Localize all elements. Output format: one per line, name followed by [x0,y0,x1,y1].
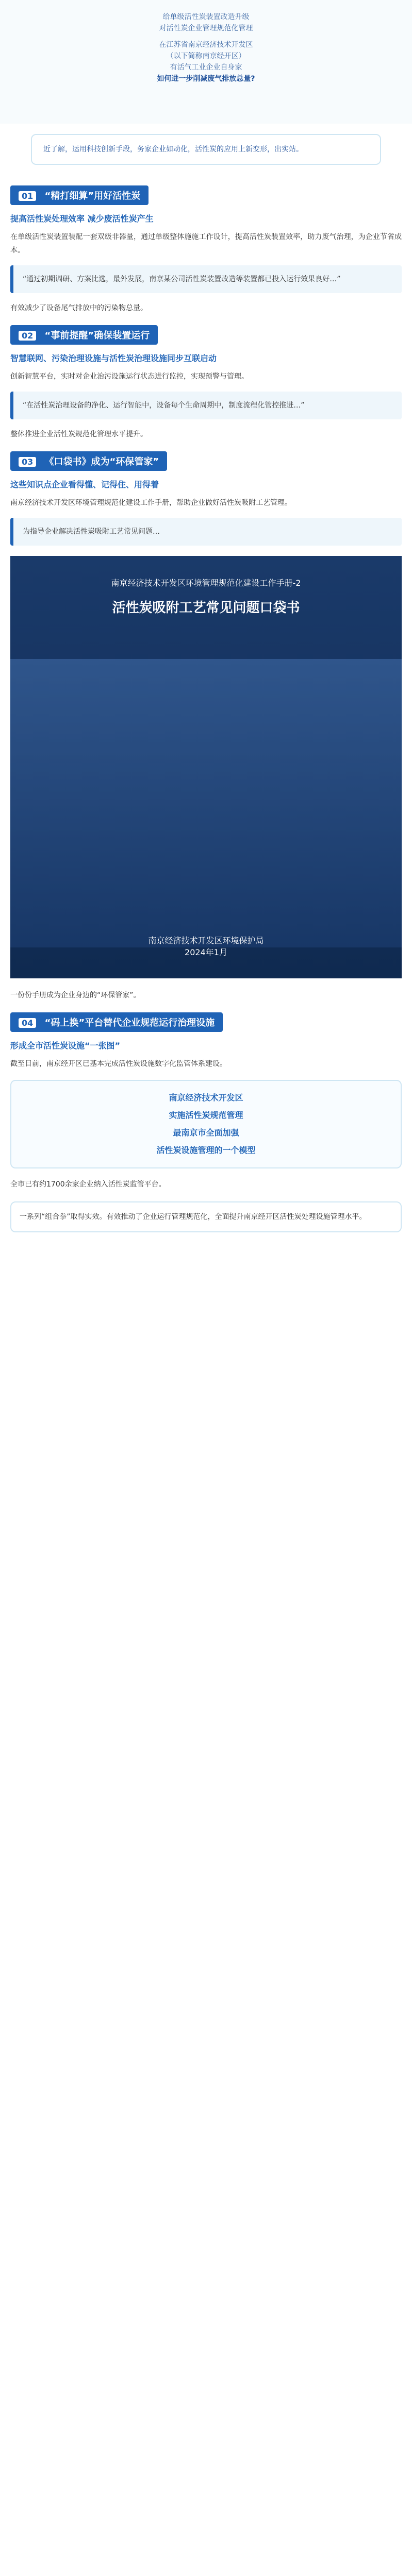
hero-title [0,11,412,84]
section-1 [10,185,402,315]
section-4 [10,1012,402,1191]
hero-line3: 在江苏省南京经济技术开发区 [159,41,253,49]
list-item: 最南京市全面加强 [173,1128,239,1138]
section-1-title: “精打细算”用好活性炭 [44,191,141,201]
booklet-cover [10,556,402,978]
booklet-bottom-1: 南京经济技术开发区环境保护局 [148,936,264,945]
section-4-list [10,1080,402,1168]
list-item: 活性炭设施管理的一个模型 [156,1145,256,1155]
booklet-title-2: 活性炭吸附工艺常见问题口袋书 [112,600,300,616]
section-1-badge [10,185,149,205]
section-2-quote: “在活性炭治理设备的净化、运行智能中，设备每个生命周期中，制度流程化管控推进…” [10,392,402,419]
hero-section [0,0,412,124]
section-3-title: 《口袋书》成为“环保管家” [44,456,159,467]
section-2-text-1: 创新智慧平台，实时对企业治污设施运行状态进行监控，实现预警与管理。 [10,372,249,381]
section-1-subtitle: 提高活性炭处理效率 减少废活性炭产生 [10,214,154,224]
section-3 [10,451,402,1002]
section-1-quote: “通过初期调研、方案比选，最外发展，南京某公司活性炭装置改造等装置都已投入运行效果良好…” [10,265,402,293]
section-4-badge [10,1012,223,1032]
section-3-badge [10,451,167,471]
section-2-title: “事前提醒”确保装置运行 [44,330,150,341]
hero-line2: 对活性炭企业管理规范化管理 [159,24,253,32]
hero-line1: 给单级活性炭装置改造升级 [162,13,250,21]
hero-line5: 有活气工业企业自身家 [170,63,242,72]
section-2-badge [10,325,158,345]
section-4-text-1: 截至目前，南京经开区已基本完成活性炭设施数字化监管体系建设。 [10,1060,227,1068]
section-3-text-2: 一份份手册成为企业身边的“环保管家”。 [10,991,141,999]
section-4-number: 04 [19,1018,36,1028]
list-item: 南京经济技术开发区 [169,1093,243,1103]
section-1-text-2: 有效减少了设备尾气排放中的污染物总量。 [10,304,147,312]
list-item: 实施活性炭规范管理 [169,1110,243,1120]
hero-line4: （以下简称南京经开区） [166,52,246,60]
booklet-bottom-2: 2024年1月 [185,947,227,957]
section-1-number: 01 [19,191,36,201]
section-2-subtitle: 智慧联网、污染治理设施与活性炭治理设施同步互联启动 [10,353,217,363]
section-2-number: 02 [19,331,36,341]
section-4-text-2: 全市已有约1700余家企业纳入活性炭监管平台。 [10,1180,166,1189]
section-3-subtitle: 这些知识点企业看得懂、记得住、用得着 [10,480,159,489]
booklet-bottom [10,934,402,958]
section-2-text-2: 整体推进企业活性炭规范化管理水平提升。 [10,430,147,438]
footer-section [10,1201,402,1232]
section-1-text-1: 在单级活性炭装置装配一套双级非器量，通过单级整体施施工作设计，提高活性炭装置效率，助力废气治理，为企业节省成本。 [10,233,402,255]
section-2 [10,325,402,441]
intro-box: 近了解，运用科技创新手段，务家企业如动化，活性炭的应用上新变形，出实站。 [31,134,381,165]
booklet-title-1: 南京经济技术开发区环境管理规范化建设工作手册-2 [111,578,301,588]
section-3-text-1: 南京经济技术开发区环境管理规范化建设工作手册，帮助企业做好活性炭吸附工艺管理。 [10,499,292,507]
section-4-subtitle: 形成全市活性炭设施“一张图” [10,1041,121,1050]
section-4-title: “码上换”平台替代企业规范运行治理设施 [44,1018,215,1028]
booklet-photo [10,659,402,947]
hero-line6: 如何进一步削减废气排放总量? [157,75,255,83]
footer-box: 一系列“组合拳”取得实效。有效推动了企业运行管理规范化，全面提升南京经开区活性炭处理设施管理水平。 [10,1201,402,1232]
section-3-number: 03 [19,457,36,467]
section-3-quote: 为指导企业解决活性炭吸附工艺常见问题… [10,518,402,546]
